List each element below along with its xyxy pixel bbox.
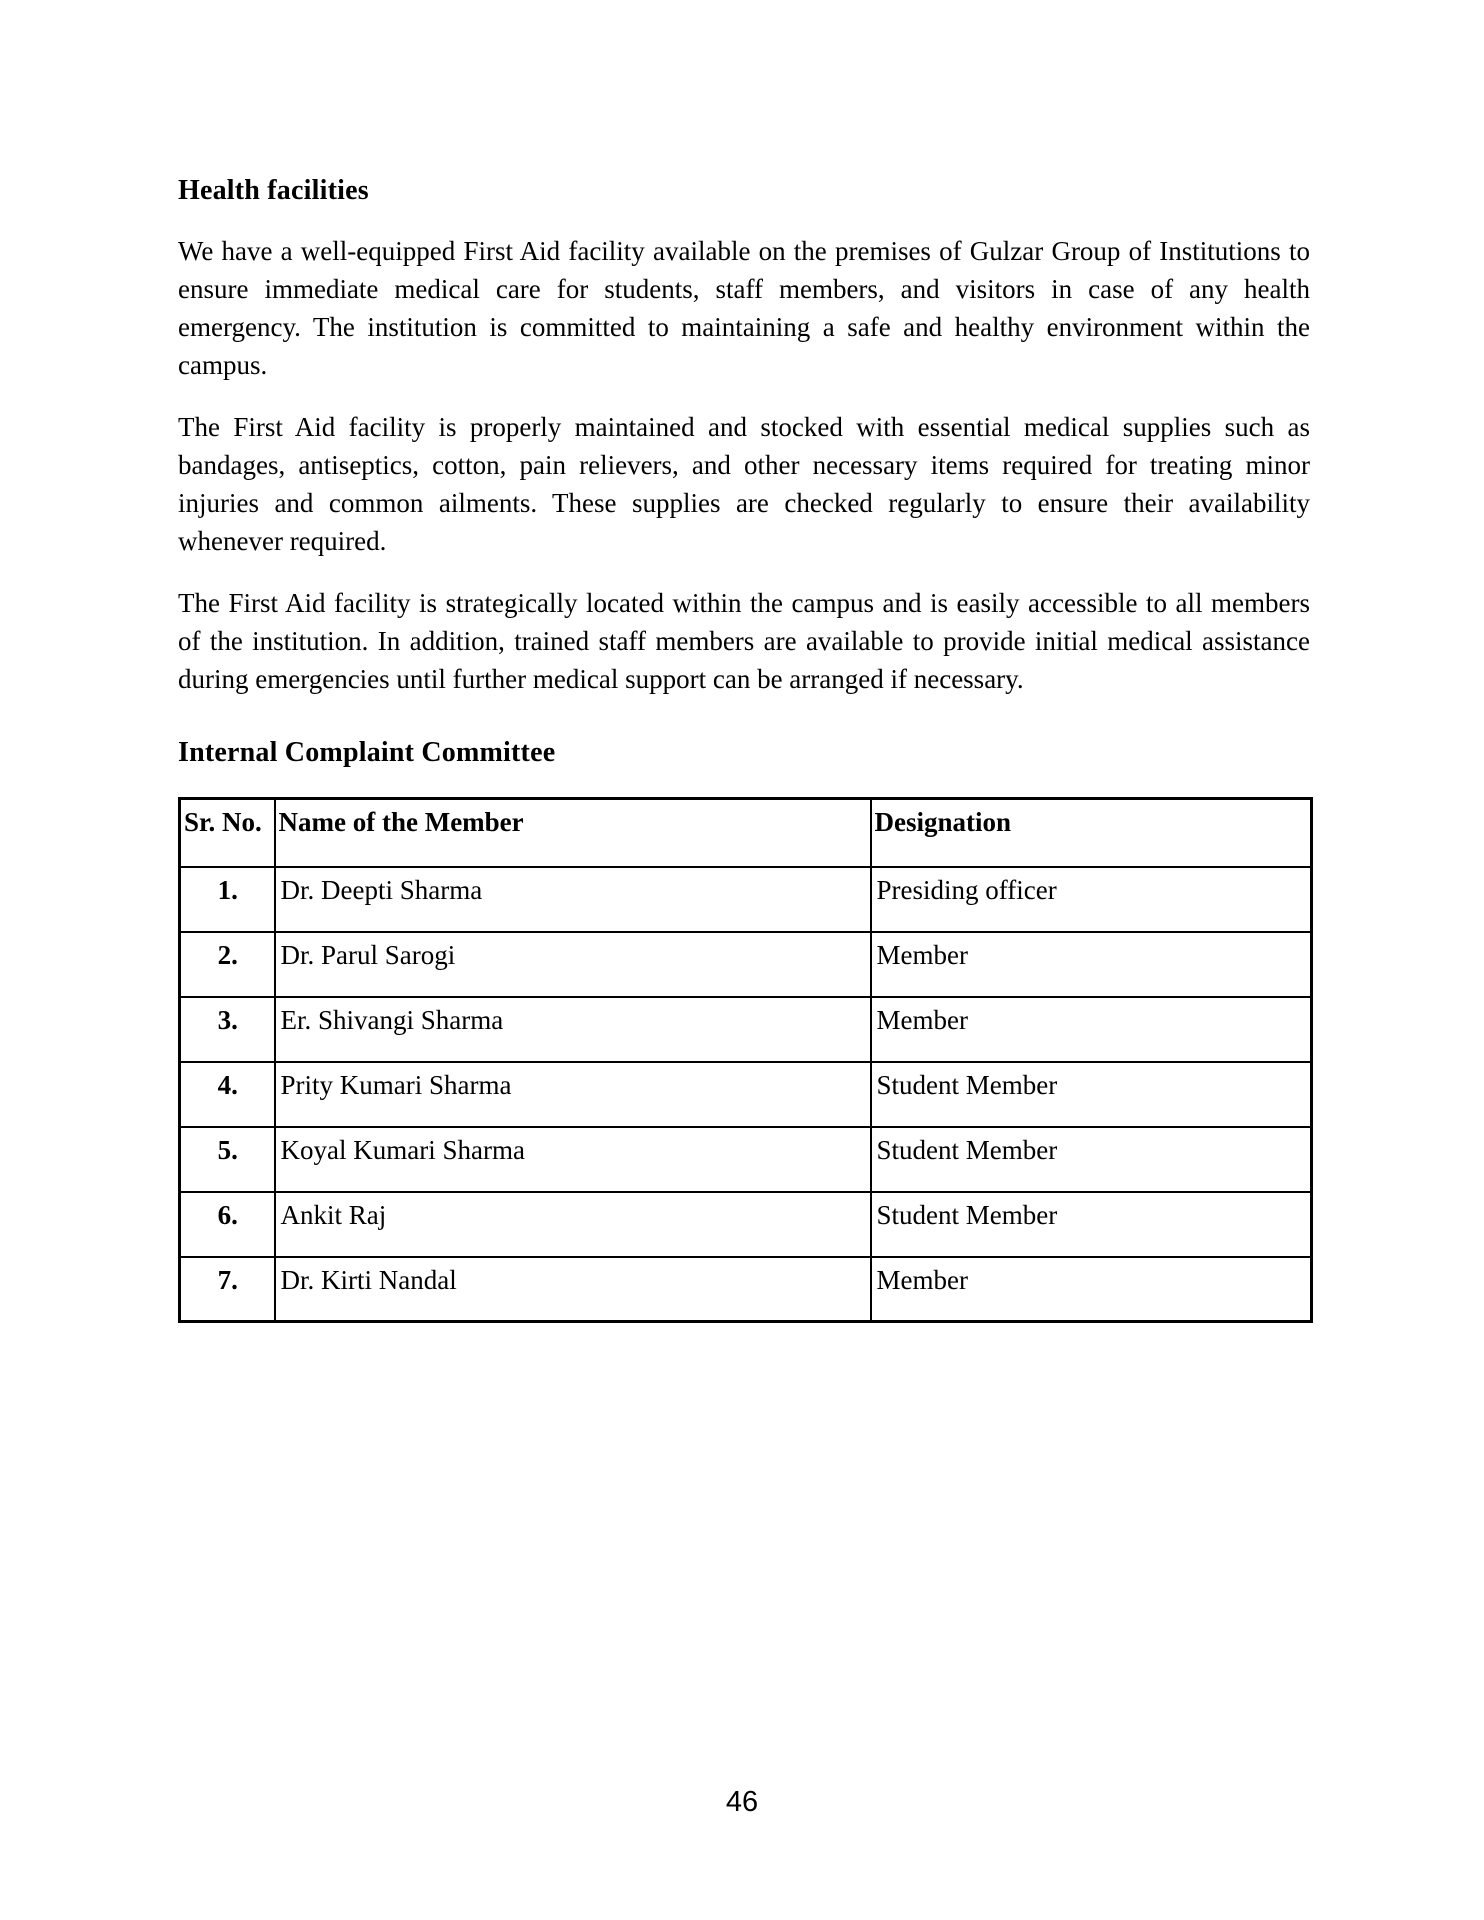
cell-name: Dr. Deepti Sharma xyxy=(275,867,871,932)
cell-designation: Member xyxy=(871,997,1312,1062)
table-row xyxy=(180,867,1312,932)
document-content xyxy=(178,172,1310,1323)
table-row xyxy=(180,1062,1312,1127)
table-row xyxy=(180,1127,1312,1192)
header-name: Name of the Member xyxy=(275,799,871,867)
cell-sr-no: 3. xyxy=(180,997,275,1062)
cell-name: Dr. Kirti Nandal xyxy=(275,1257,871,1322)
cell-name: Koyal Kumari Sharma xyxy=(275,1127,871,1192)
page-number: 46 xyxy=(725,1786,759,1818)
table-row xyxy=(180,997,1312,1062)
table-row xyxy=(180,1192,1312,1257)
cell-name: Er. Shivangi Sharma xyxy=(275,997,871,1062)
committee-table xyxy=(178,797,1313,1323)
cell-sr-no: 2. xyxy=(180,932,275,997)
cell-designation: Member xyxy=(871,932,1312,997)
cell-sr-no: 1. xyxy=(180,867,275,932)
cell-sr-no: 7. xyxy=(180,1257,275,1322)
cell-designation: Student Member xyxy=(871,1192,1312,1257)
cell-sr-no: 6. xyxy=(180,1192,275,1257)
table-header-row xyxy=(180,799,1312,867)
paragraph-first-aid-premises: We have a well-equipped First Aid facility available on the premises of Gulzar Group of Institutions to ensure immediate medical care for students, staff members, and visitors in case of any health emergency. The institution is committed to maintaining a safe and healthy environment within the campus. xyxy=(178,236,1310,380)
paragraph-supplies: The First Aid facility is properly maintained and stocked with essential medical supplies such as bandages, antiseptics, cotton, pain relievers, and other necessary items required for treating minor injuries and common ailments. These supplies are checked regularly to ensure their availability whenever required. xyxy=(178,412,1310,556)
cell-designation: Presiding officer xyxy=(871,867,1312,932)
health-facilities-heading: Health facilities xyxy=(178,175,369,206)
cell-sr-no: 4. xyxy=(180,1062,275,1127)
cell-designation: Student Member xyxy=(871,1062,1312,1127)
internal-complaint-committee-heading: Internal Complaint Committee xyxy=(178,737,556,768)
cell-name: Prity Kumari Sharma xyxy=(275,1062,871,1127)
header-designation: Designation xyxy=(871,799,1312,867)
table-row xyxy=(180,1257,1312,1322)
paragraph-location: The First Aid facility is strategically located within the campus and is easily accessible to all members of the institution. In addition, trained staff members are available to provide initial medical assistance during emergencies until further medical support can be arranged if necessary. xyxy=(178,588,1310,694)
cell-designation: Student Member xyxy=(871,1127,1312,1192)
header-sr-no: Sr. No. xyxy=(180,799,275,867)
cell-designation: Member xyxy=(871,1257,1312,1322)
cell-name: Ankit Raj xyxy=(275,1192,871,1257)
table-row xyxy=(180,932,1312,997)
cell-sr-no: 5. xyxy=(180,1127,275,1192)
cell-name: Dr. Parul Sarogi xyxy=(275,932,871,997)
